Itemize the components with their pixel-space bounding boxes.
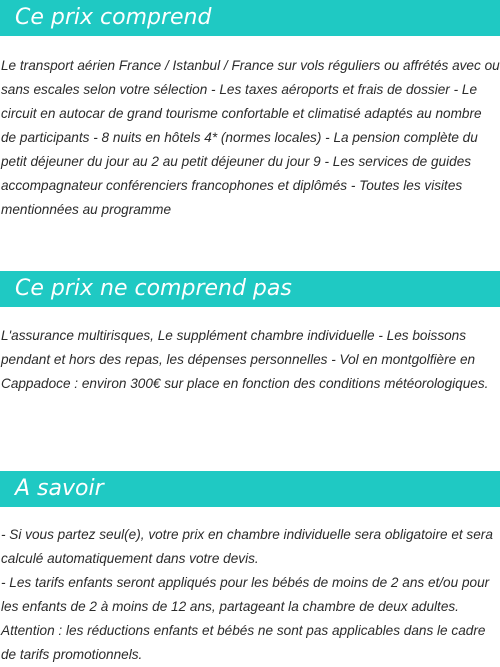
not-included-text: L'assurance multirisques, Le supplément chambre individuelle - Les boissons pendant et hors des repas, les dépenses personnelles - Vol en montgolfière en Cappadoce : environ 300€ sur place en fonction des conditions météorologiques. [1,328,489,391]
section-body-not-included [0,324,500,396]
good-to-know-paragraph-single-room: - Si vous partez seul(e), votre prix en chambre individuelle sera obligatoire et sera calculé automatiquement dans votre devis. [1,527,493,566]
included-text: Le transport aérien France / Istanbul / France sur vols réguliers ou affrétés avec ou sans escales selon votre sélection - Les taxes aéroports et frais de dossier - Le circuit en autocar de grand tourisme confortable et climatisé adaptés au nombre de participants - 8 nuits en hôtels 4* (normes locales) - La pension complète du petit déjeuner du jour au 2 au petit déjeuner du jour 9 - Les services de guides accompagnateur conférenciers francophones et diplômés - Toutes les visites mentionnées au programme [1,58,500,217]
section-body-included [0,54,500,222]
section-body-good-to-know [0,523,500,667]
section-title-included: Ce prix comprend [0,0,500,36]
section-title-good-to-know: A savoir [0,471,500,507]
section-title-not-included: Ce prix ne comprend pas [0,271,500,307]
good-to-know-paragraph-child-rates: - Les tarifs enfants seront appliqués pour les bébés de moins de 2 ans et/ou pour les enfants de 2 à moins de 12 ans, partageant la chambre de deux adultes. Attention : les réductions enfants et bébés ne sont pas applicables dans le cadre de tarifs promotionnels. [1,575,490,662]
